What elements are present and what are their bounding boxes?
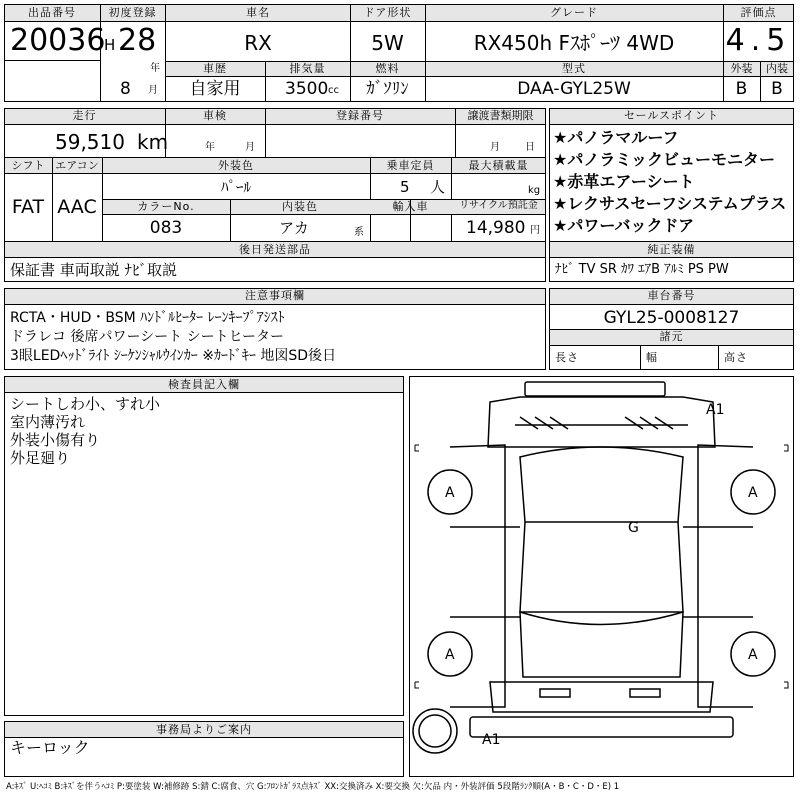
- grade-label: グレード: [550, 6, 598, 19]
- caution-line-2: ドラレコ 後席パワーシート シートヒーター: [10, 329, 285, 345]
- diag-mark-fl: A: [445, 485, 455, 501]
- int-grade: B: [771, 79, 783, 99]
- inspection-year-unit: 年: [205, 142, 215, 153]
- interior-color-label: 内装色: [282, 200, 318, 213]
- diag-mark-bottom-left: A1: [482, 732, 501, 748]
- score: 4.5: [725, 23, 792, 58]
- grade: RX450h Fｽﾎﾟｰﾂ 4WD: [473, 31, 675, 55]
- specs-label: 諸元: [659, 330, 684, 343]
- mileage-unit: km: [137, 130, 169, 154]
- door-label: ドア形状: [363, 6, 412, 19]
- caution-label: 注意事項欄: [245, 289, 305, 302]
- score-label: 評価点: [740, 6, 777, 19]
- door-type: 5W: [371, 31, 404, 55]
- year-unit: 年: [150, 63, 160, 74]
- interior-color-suffix: 系: [354, 227, 364, 238]
- caution-line-1: RCTA・HUD・BSM ﾊﾝﾄﾞﾙﾋｰﾀｰ ﾚｰﾝｷｰﾌﾟｱｼｽﾄ: [10, 310, 285, 326]
- transfer-day-unit: 日: [525, 142, 535, 153]
- history-label: 車歴: [203, 62, 227, 75]
- shift-label: シフト: [11, 159, 45, 172]
- car-outline-svg: [410, 377, 793, 776]
- sales-point: ★パワーバックドア: [553, 216, 695, 235]
- equipment-label: 純正装備: [647, 243, 696, 256]
- model-label: 型式: [562, 62, 586, 75]
- displacement-unit: cc: [328, 85, 339, 96]
- height-label: 高さ: [724, 351, 748, 364]
- ac: AAC: [57, 196, 97, 218]
- month-unit: 月: [148, 85, 158, 96]
- lot-label: 出品番号: [28, 6, 76, 19]
- width-label: 幅: [646, 351, 658, 364]
- diag-mark-glass: G: [628, 520, 639, 536]
- displacement-label: 排気量: [289, 62, 326, 75]
- length-label: 長さ: [555, 351, 579, 364]
- transfer-label: 譲渡書類期限: [467, 109, 534, 122]
- shift: FAT: [11, 196, 45, 218]
- fuel-label: 燃料: [375, 62, 400, 75]
- name-label: 車名: [246, 6, 270, 19]
- capacity-unit: 人: [430, 178, 446, 196]
- sales-point: ★赤革エアーシート: [553, 172, 695, 191]
- color-label: 外装色: [218, 159, 254, 172]
- mileage: 59,510: [55, 130, 125, 154]
- caution-line-3: 3眼LEDﾍｯﾄﾞﾗｲﾄ ｼｰｹﾝｼｬﾙｳｲﾝｶｰ ※ｶｰﾄﾞｷｰ 地図SD後日: [10, 348, 337, 364]
- inspection-label: 車検: [203, 109, 227, 122]
- chassis-number: GYL25-0008127: [603, 308, 740, 328]
- color-no: 083: [149, 218, 183, 238]
- legend-footer: A:ｷｽﾞ U:ﾍｺﾐ B:ｷｽﾞを伴うﾍｺﾐ P:要塗装 W:補修跡 S:錆 C:腐食、穴 G:ﾌﾛﾝﾄｶﾞﾗｽ点ｷｽﾞ XX:交換済み X:要交換 欠:欠品 内・外装評価 5段階ﾗﾝｸ順(A・B・C・D・E) 1: [6, 782, 620, 792]
- inspector-line-4: 外足廻り: [10, 449, 71, 467]
- first-reg-label: 初度登録: [108, 6, 157, 19]
- office-text: キーロック: [10, 738, 90, 757]
- sales-label: セールスポイント: [623, 109, 719, 122]
- reg-year: 28: [118, 23, 157, 58]
- diag-mark-rl: A: [445, 647, 455, 663]
- recycle-label: リサイクル預託金: [459, 200, 538, 211]
- load-label: 最大積載量: [468, 159, 529, 172]
- recycle-unit: 円: [530, 225, 540, 236]
- inspector-label: 検査員記入欄: [168, 378, 240, 391]
- chassis-label: 車台番号: [647, 289, 696, 302]
- int-label: 内装: [766, 62, 788, 75]
- era: H: [104, 36, 116, 54]
- mileage-label: 走行: [72, 109, 97, 122]
- office-label: 事務局よりご案内: [156, 723, 252, 736]
- history: 自家用: [189, 79, 241, 99]
- capacity: 5: [400, 178, 410, 196]
- diag-mark-rr: A: [748, 647, 758, 663]
- car-diagram: [409, 376, 794, 777]
- capacity-label: 乗車定員: [386, 159, 435, 172]
- equipment: ﾅﾋﾞ TV SR ｶﾜ ｴｱB ｱﾙﾐ PS PW: [555, 262, 729, 277]
- sales-point: ★レクサスセーフシステムプラス: [553, 194, 787, 213]
- interior-color: アカ: [279, 219, 309, 237]
- import-label: 輸入車: [392, 200, 429, 213]
- car-name: RX: [244, 31, 272, 55]
- transfer-month-unit: 月: [490, 142, 500, 153]
- inspection-month-unit: 月: [245, 142, 255, 153]
- lot-number: 20036: [10, 23, 106, 58]
- inspector-line-3: 外装小傷有り: [10, 431, 101, 449]
- reg-month: 8: [120, 79, 131, 99]
- ext-grade: B: [735, 79, 748, 99]
- recycle-deposit: 14,980: [466, 218, 526, 238]
- sales-point: ★パノラミックビューモニター: [553, 150, 776, 169]
- fuel: ｶﾞｿﾘﾝ: [366, 79, 409, 99]
- inspector-line-1: シートしわ小、すれ小: [10, 395, 161, 413]
- later-parts-label: 後日発送部品: [239, 243, 311, 256]
- sales-point: ★パノラマルーフ: [553, 128, 679, 147]
- color-no-label: カラーNo.: [137, 200, 195, 213]
- model: DAA-GYL25W: [517, 79, 631, 99]
- displacement: 3500: [285, 79, 329, 99]
- load-unit: kg: [528, 185, 541, 196]
- diag-mark-top-right: A1: [706, 402, 725, 418]
- ac-label: エアコン: [55, 159, 99, 172]
- later-parts: 保証書 車両取説 ﾅﾋﾞ取説: [10, 261, 178, 279]
- reg-no-label: 登録番号: [336, 109, 384, 122]
- inspector-line-2: 室内薄汚れ: [10, 413, 86, 431]
- ext-label: 外装: [730, 62, 753, 75]
- diag-mark-fr: A: [748, 485, 758, 501]
- exterior-color: ﾊﾟｰﾙ: [220, 178, 251, 196]
